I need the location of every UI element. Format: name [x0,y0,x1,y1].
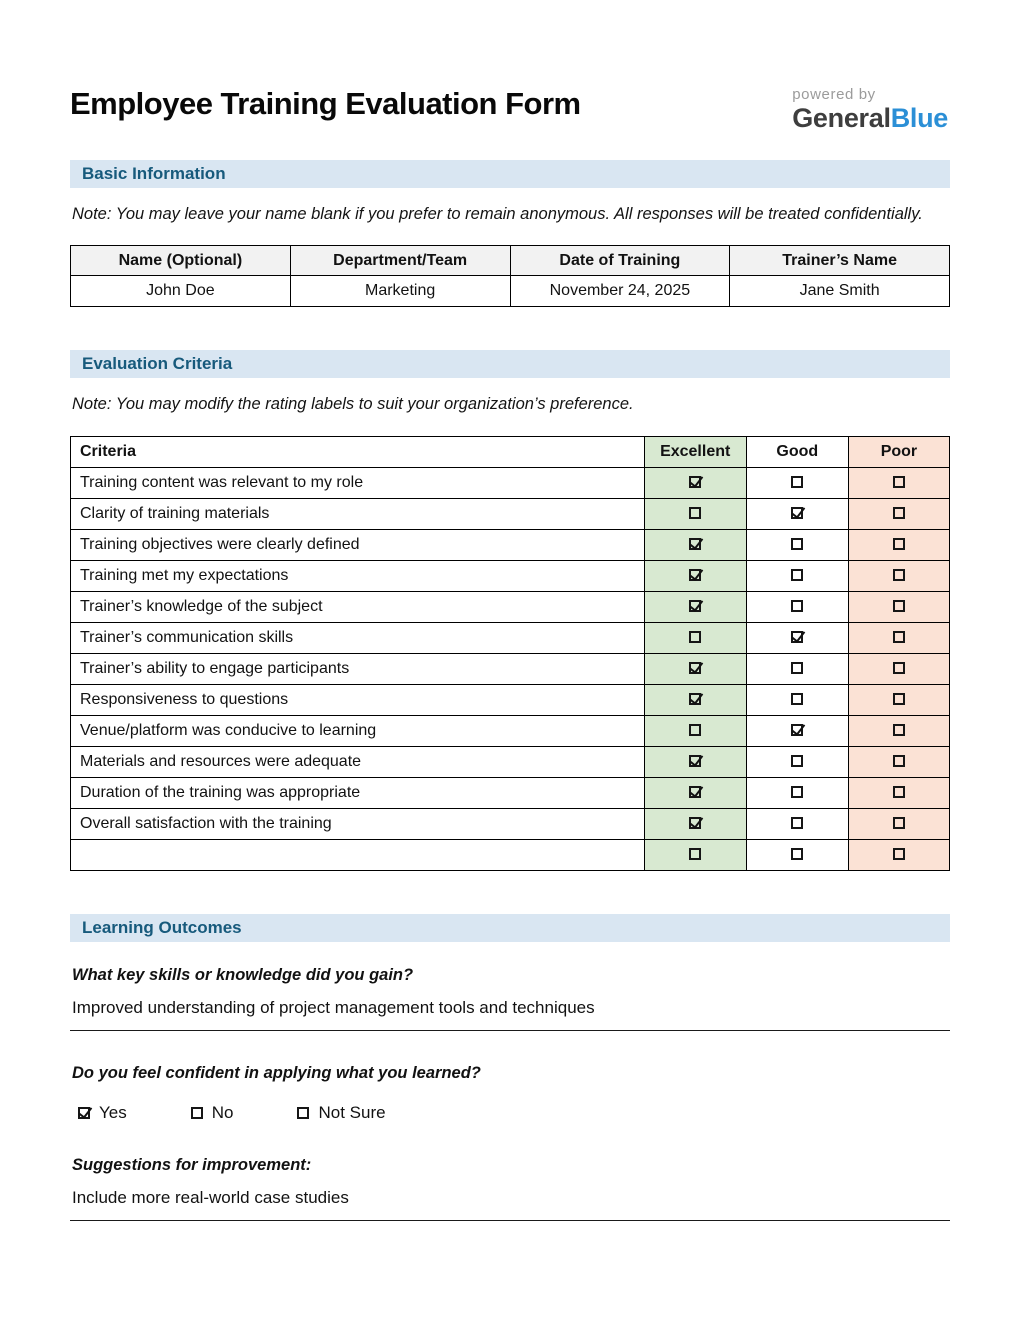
criteria-label: Trainer’s communication skills [71,622,645,653]
checkbox-good[interactable] [791,507,803,519]
evaluation-criteria-table [70,436,950,871]
powered-by-text: powered by [792,86,876,103]
checkbox-excellent[interactable] [689,848,701,860]
question-skills-gained: What key skills or knowledge did you gain? [72,965,414,984]
header [70,86,950,134]
header-department-team: Department/Team [290,246,510,276]
header-name-optional: Name (Optional) [71,246,291,276]
option-not-sure[interactable] [297,1103,385,1123]
checkbox-poor[interactable] [893,662,905,674]
header-good: Good [746,436,848,467]
department-field[interactable]: Marketing [290,276,510,307]
criteria-row [71,653,950,684]
checkbox-good[interactable] [791,600,803,612]
checkbox-excellent[interactable] [689,476,701,488]
checkbox-poor[interactable] [893,848,905,860]
checkbox-excellent[interactable] [689,662,701,674]
criteria-row [71,529,950,560]
section-basic-information: Basic Information [70,160,950,188]
checkbox-not-sure[interactable] [297,1107,309,1119]
section-learning-outcomes: Learning Outcomes [70,914,950,942]
checkbox-good[interactable] [791,662,803,674]
checkbox-poor[interactable] [893,600,905,612]
checkbox-good[interactable] [791,569,803,581]
generalblue-logo [792,104,948,134]
option-no-label: No [211,1103,234,1122]
option-yes-label: Yes [99,1103,127,1122]
criteria-row [71,560,950,591]
criteria-label: Materials and resources were adequate [71,746,645,777]
header-excellent: Excellent [644,436,746,467]
criteria-label: Overall satisfaction with the training [71,808,645,839]
criteria-label: Clarity of training materials [71,498,645,529]
logo-blue: Blue [890,103,948,133]
checkbox-no[interactable] [191,1107,203,1119]
criteria-row [71,808,950,839]
checkbox-poor[interactable] [893,631,905,643]
header-poor: Poor [848,436,949,467]
checkbox-excellent[interactable] [689,755,701,767]
criteria-row [71,746,950,777]
header-criteria: Criteria [71,436,645,467]
criteria-label: Duration of the training was appropriate [71,777,645,808]
option-no[interactable] [191,1103,234,1123]
checkbox-excellent[interactable] [689,724,701,736]
basic-info-value-row [71,276,950,307]
trainer-name-field[interactable]: Jane Smith [730,276,950,307]
criteria-row [71,622,950,653]
option-not-sure-label: Not Sure [318,1103,386,1122]
question-suggestions: Suggestions for improvement: [72,1156,312,1174]
checkbox-good[interactable] [791,786,803,798]
confidence-options [78,1103,950,1123]
criteria-label: Training met my expectations [71,560,645,591]
checkbox-good[interactable] [791,631,803,643]
criteria-label: Responsiveness to questions [71,684,645,715]
criteria-label: Training objectives were clearly defined [71,529,645,560]
section-evaluation-criteria: Evaluation Criteria [70,350,950,378]
criteria-label: Trainer’s knowledge of the subject [71,591,645,622]
evaluation-note: Note: You may modify the rating labels to suit your organization’s preference. [72,395,634,414]
page-title: Employee Training Evaluation Form [70,86,581,121]
criteria-row [71,684,950,715]
checkbox-yes[interactable] [78,1107,90,1119]
checkbox-poor[interactable] [893,786,905,798]
checkbox-excellent[interactable] [689,507,701,519]
checkbox-poor[interactable] [893,755,905,767]
basic-info-note: Note: You may leave your name blank if you prefer to remain anonymous. All responses will be treated confidentially. [72,204,923,223]
criteria-row [71,498,950,529]
criteria-row [71,715,950,746]
question-confidence: Do you feel confident in applying what you learned? [72,1063,481,1082]
suggestions-answer-field[interactable]: Include more real-world case studies [70,1177,950,1221]
checkbox-good[interactable] [791,538,803,550]
brand-logo [792,86,948,134]
skills-gained-answer-field[interactable]: Improved understanding of project management tools and techniques [70,987,950,1031]
basic-info-table [70,245,950,307]
checkbox-excellent[interactable] [689,817,701,829]
criteria-label: Venue/platform was conducive to learning [71,715,645,746]
checkbox-poor[interactable] [893,693,905,705]
checkbox-excellent[interactable] [689,538,701,550]
checkbox-poor[interactable] [893,538,905,550]
checkbox-excellent[interactable] [689,693,701,705]
checkbox-good[interactable] [791,848,803,860]
checkbox-excellent[interactable] [689,600,701,612]
training-date-field[interactable]: November 24, 2025 [510,276,730,307]
criteria-row [71,467,950,498]
checkbox-good[interactable] [791,693,803,705]
criteria-row-empty [71,839,950,870]
criteria-label: Trainer’s ability to engage participants [71,653,645,684]
basic-info-header-row [71,246,950,276]
criteria-row [71,591,950,622]
criteria-label[interactable] [71,839,645,870]
checkbox-excellent[interactable] [689,569,701,581]
checkbox-excellent[interactable] [689,631,701,643]
checkbox-good[interactable] [791,724,803,736]
checkbox-good[interactable] [791,476,803,488]
checkbox-poor[interactable] [893,507,905,519]
criteria-label: Training content was relevant to my role [71,467,645,498]
checkbox-poor[interactable] [893,817,905,829]
header-trainers-name: Trainer’s Name [730,246,950,276]
checkbox-good[interactable] [791,817,803,829]
checkbox-excellent[interactable] [689,786,701,798]
logo-general: General [792,103,891,133]
header-date-of-training: Date of Training [510,246,730,276]
criteria-header-row [71,436,950,467]
checkbox-poor[interactable] [893,724,905,736]
checkbox-poor[interactable] [893,569,905,581]
criteria-row [71,777,950,808]
checkbox-good[interactable] [791,755,803,767]
checkbox-poor[interactable] [893,476,905,488]
name-field[interactable]: John Doe [71,276,291,307]
option-yes[interactable] [78,1103,127,1123]
